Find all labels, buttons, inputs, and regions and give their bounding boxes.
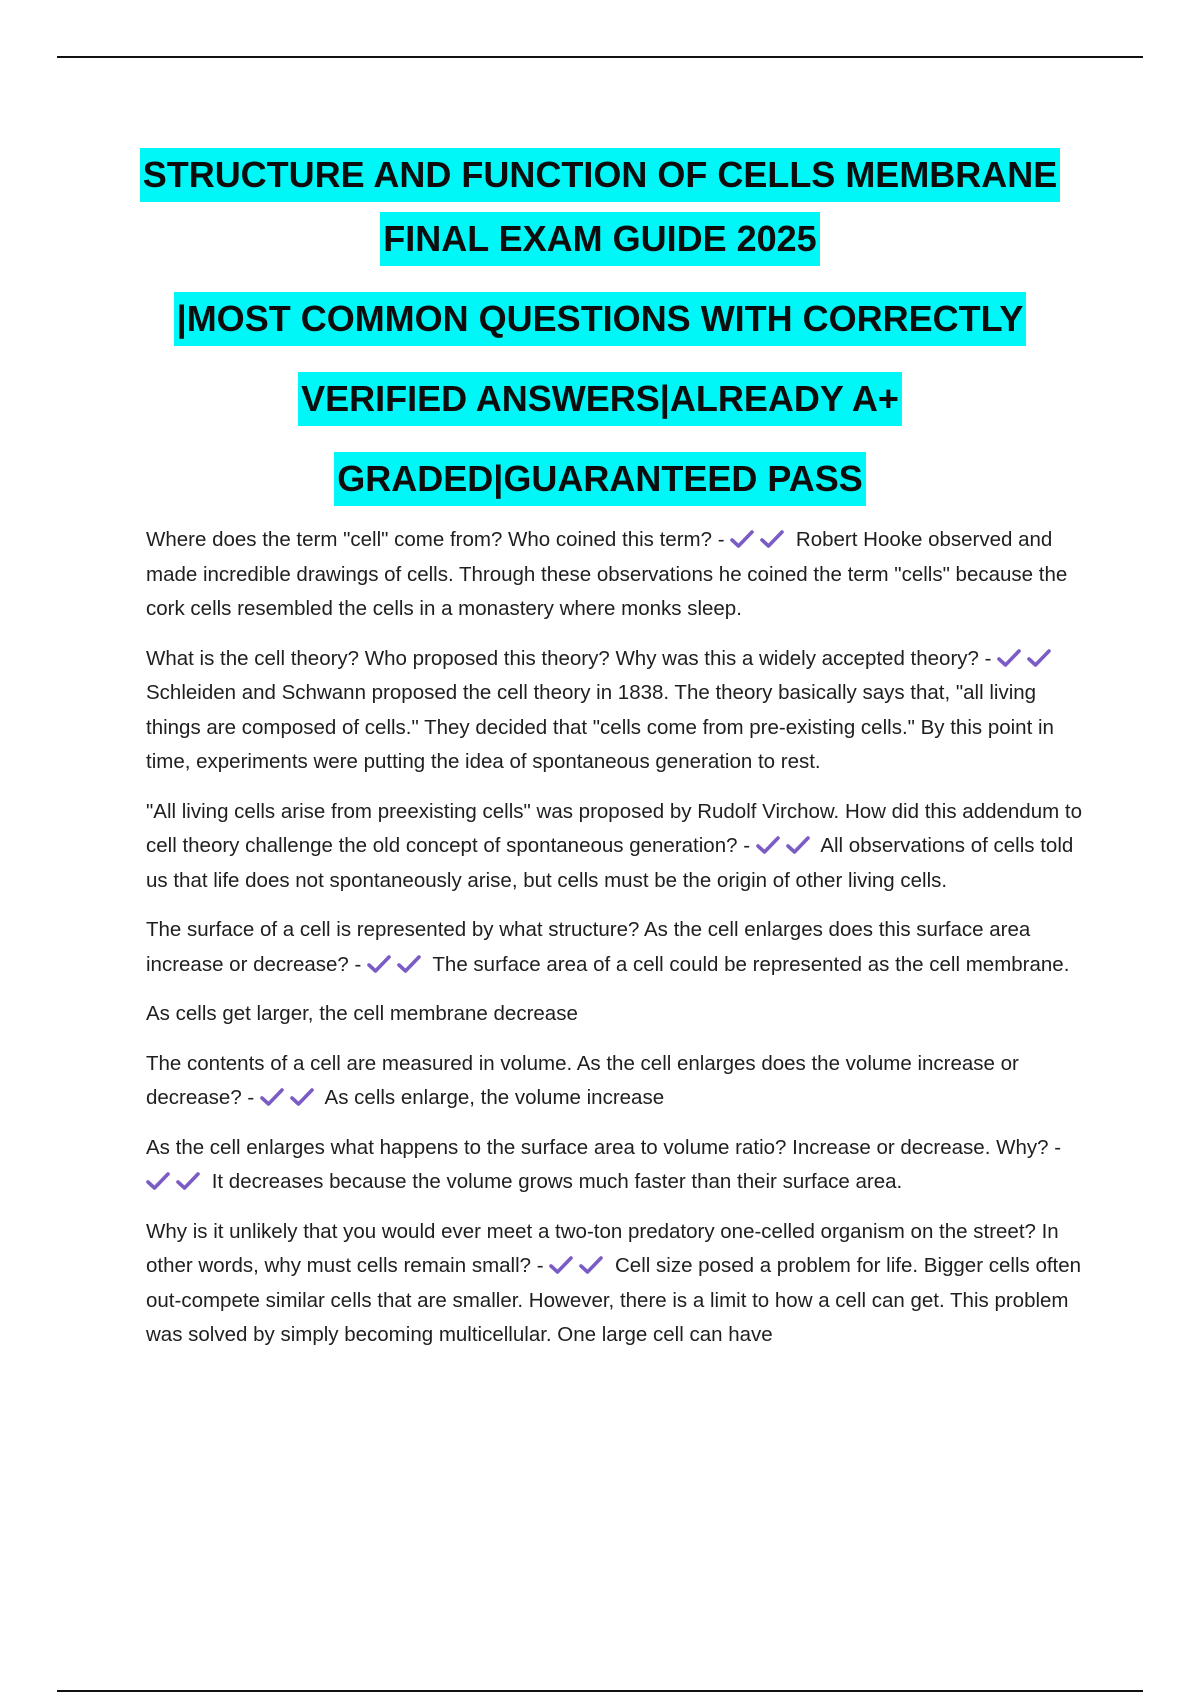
bottom-rule (57, 1690, 1143, 1692)
qa-note (146, 997, 1086, 1032)
document-title (80, 148, 1120, 506)
qa-item-6 (146, 1131, 1086, 1200)
checkmark-icon (146, 1171, 173, 1191)
checkmark-icon (1027, 648, 1054, 668)
answer-text: All observations of cells told us that life does not spontaneously arise, but cells must be the origin of other living cells. (146, 834, 1074, 892)
checkmark-icon (176, 1171, 203, 1191)
question-text: Where does the term "cell" come from? Who coined this term? - (146, 528, 725, 551)
checkmark-pair (997, 647, 1057, 670)
checkmark-icon (549, 1255, 576, 1275)
question-text: What is the cell theory? Who proposed this theory? Why was this a widely accepted theory? - (146, 646, 992, 670)
checkmark-pair (146, 1170, 206, 1193)
question-text: Why is it unlikely that you would ever meet a two-ton predatory one-celled organism on the street? In other words, why must cells remain small? - (146, 1219, 1059, 1277)
title-line-2: FINAL EXAM GUIDE 2025 (380, 212, 819, 266)
title-line-5: GRADED|GUARANTEED PASS (334, 452, 865, 506)
answer-text: The surface area of a cell could be represented as the cell membrane. (432, 952, 1070, 976)
note-text: As cells get larger, the cell membrane decrease (146, 1002, 578, 1025)
checkmark-icon (756, 835, 783, 855)
checkmark-icon (397, 954, 424, 974)
qa-item-1 (146, 523, 1086, 627)
qa-item-4 (146, 913, 1086, 982)
checkmark-icon (730, 529, 757, 549)
checkmark-icon (579, 1255, 606, 1275)
answer-text: It decreases because the volume grows much faster than their surface area. (211, 1170, 903, 1193)
checkmark-pair (756, 834, 816, 857)
answer-text: Robert Hooke observed and made incredible drawings of cells. Through these observations he coined the term "cells" because the cork cells resembled the cells in a monastery where monks sleep. (146, 528, 1068, 620)
qa-item-2 (146, 642, 1086, 780)
checkmark-icon (786, 835, 813, 855)
question-text: The contents of a cell are measured in volume. As the cell enlarges does the volume increase or decrease? - (146, 1051, 1019, 1109)
question-text: As the cell enlarges what happens to the surface area to volume ratio? Increase or decrease. Why? - (146, 1135, 1062, 1159)
checkmark-pair (260, 1086, 320, 1109)
top-rule (57, 56, 1143, 58)
checkmark-pair (549, 1254, 609, 1277)
question-text: "All living cells arise from preexisting cells" was proposed by Rudolf Virchow. How did this addendum to cell theory challenge the old concept of spontaneous generation? - (146, 799, 1082, 857)
qa-item-5 (146, 1047, 1086, 1116)
question-text: The surface of a cell is represented by what structure? As the cell enlarges does this surface area increase or decrease? - (146, 918, 1031, 976)
checkmark-icon (997, 648, 1024, 668)
qa-item-7 (146, 1215, 1086, 1353)
title-line-3: |MOST COMMON QUESTIONS WITH CORRECTLY (174, 292, 1027, 346)
qa-content (146, 523, 1086, 1368)
answer-text: As cells enlarge, the volume increase (324, 1086, 665, 1109)
qa-item-3 (146, 795, 1086, 899)
answer-text: Cell size posed a problem for life. Bigger cells often out-compete similar cells that are smaller. However, there is a limit to how a cell can get. This problem was solved by simply becoming multicellular. One large cell can have (146, 1254, 1082, 1346)
checkmark-icon (760, 529, 787, 549)
checkmark-icon (367, 954, 394, 974)
title-line-1: STRUCTURE AND FUNCTION OF CELLS MEMBRANE (140, 148, 1061, 202)
title-line-4: VERIFIED ANSWERS|ALREADY A+ (298, 372, 902, 426)
checkmark-pair (367, 953, 427, 976)
checkmark-icon (290, 1087, 317, 1107)
checkmark-pair (730, 528, 790, 551)
answer-text: Schleiden and Schwann proposed the cell theory in 1838. The theory basically says that, "all living things are composed of cells." They decided that "cells come from pre-existing cells." By this point in time, experiments were putting the idea of spontaneous generation to rest. (146, 681, 1054, 773)
checkmark-icon (260, 1087, 287, 1107)
